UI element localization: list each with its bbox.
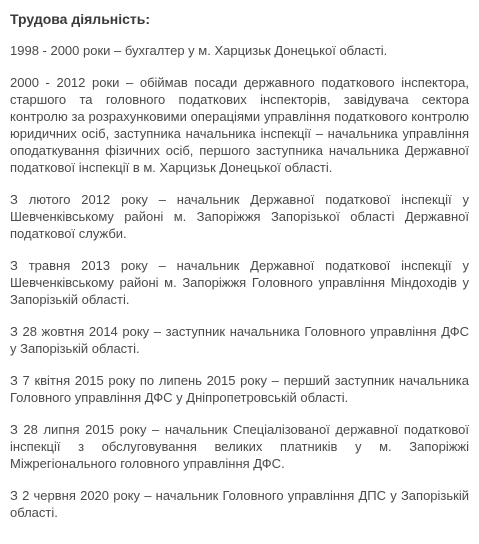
career-entry-2020: З 2 червня 2020 року – начальник Головного управління ДПС у Запорізькій області.	[10, 488, 469, 520]
career-entry-2012: З лютого 2012 року – начальник Державної податкової інспекції у Шевченківському районі м. Запоріжжя Запорізької області Державної податкової служби.	[10, 192, 469, 241]
career-entry-2015-july: З 28 липня 2015 року – начальник Спеціалізованої державної податкової інспекції з обслуговування великих платників у м. Запоріжжі Міжрегіонального головного управління ДФС.	[10, 422, 469, 471]
career-entry-2013: З травня 2013 року – начальник Державної податкової інспекції у Шевченківському районі м. Запоріжжя Головного управління Міндоходів у Запорізькій області.	[10, 258, 469, 307]
section-heading: Трудова діяльність:	[10, 11, 151, 27]
career-entry-2000: 2000 - 2012 роки – обіймав посади державного податкового інспектора, старшого та головного податкових інспекторів, завідувача сектора контролю за розрахунковими операціями управління податкового контролю юридичних осіб, заступника начальника інспекції – начальника управління оподаткування фізичних осіб, першого заступника начальника Державної податкової інспекції в м. Харцизьк Донецької області.	[10, 75, 469, 175]
career-entry-1998: 1998 - 2000 роки – бухгалтер у м. Харцизьк Донецької області.	[10, 43, 388, 58]
career-entry-2015-april: З 7 квітня 2015 року по липень 2015 року – перший заступник начальника Головного управління ДФС у Дніпропетровській області.	[10, 373, 469, 405]
career-entry-2014: З 28 жовтня 2014 року – заступник начальника Головного управління ДФС у Запорізькій області.	[10, 324, 469, 356]
